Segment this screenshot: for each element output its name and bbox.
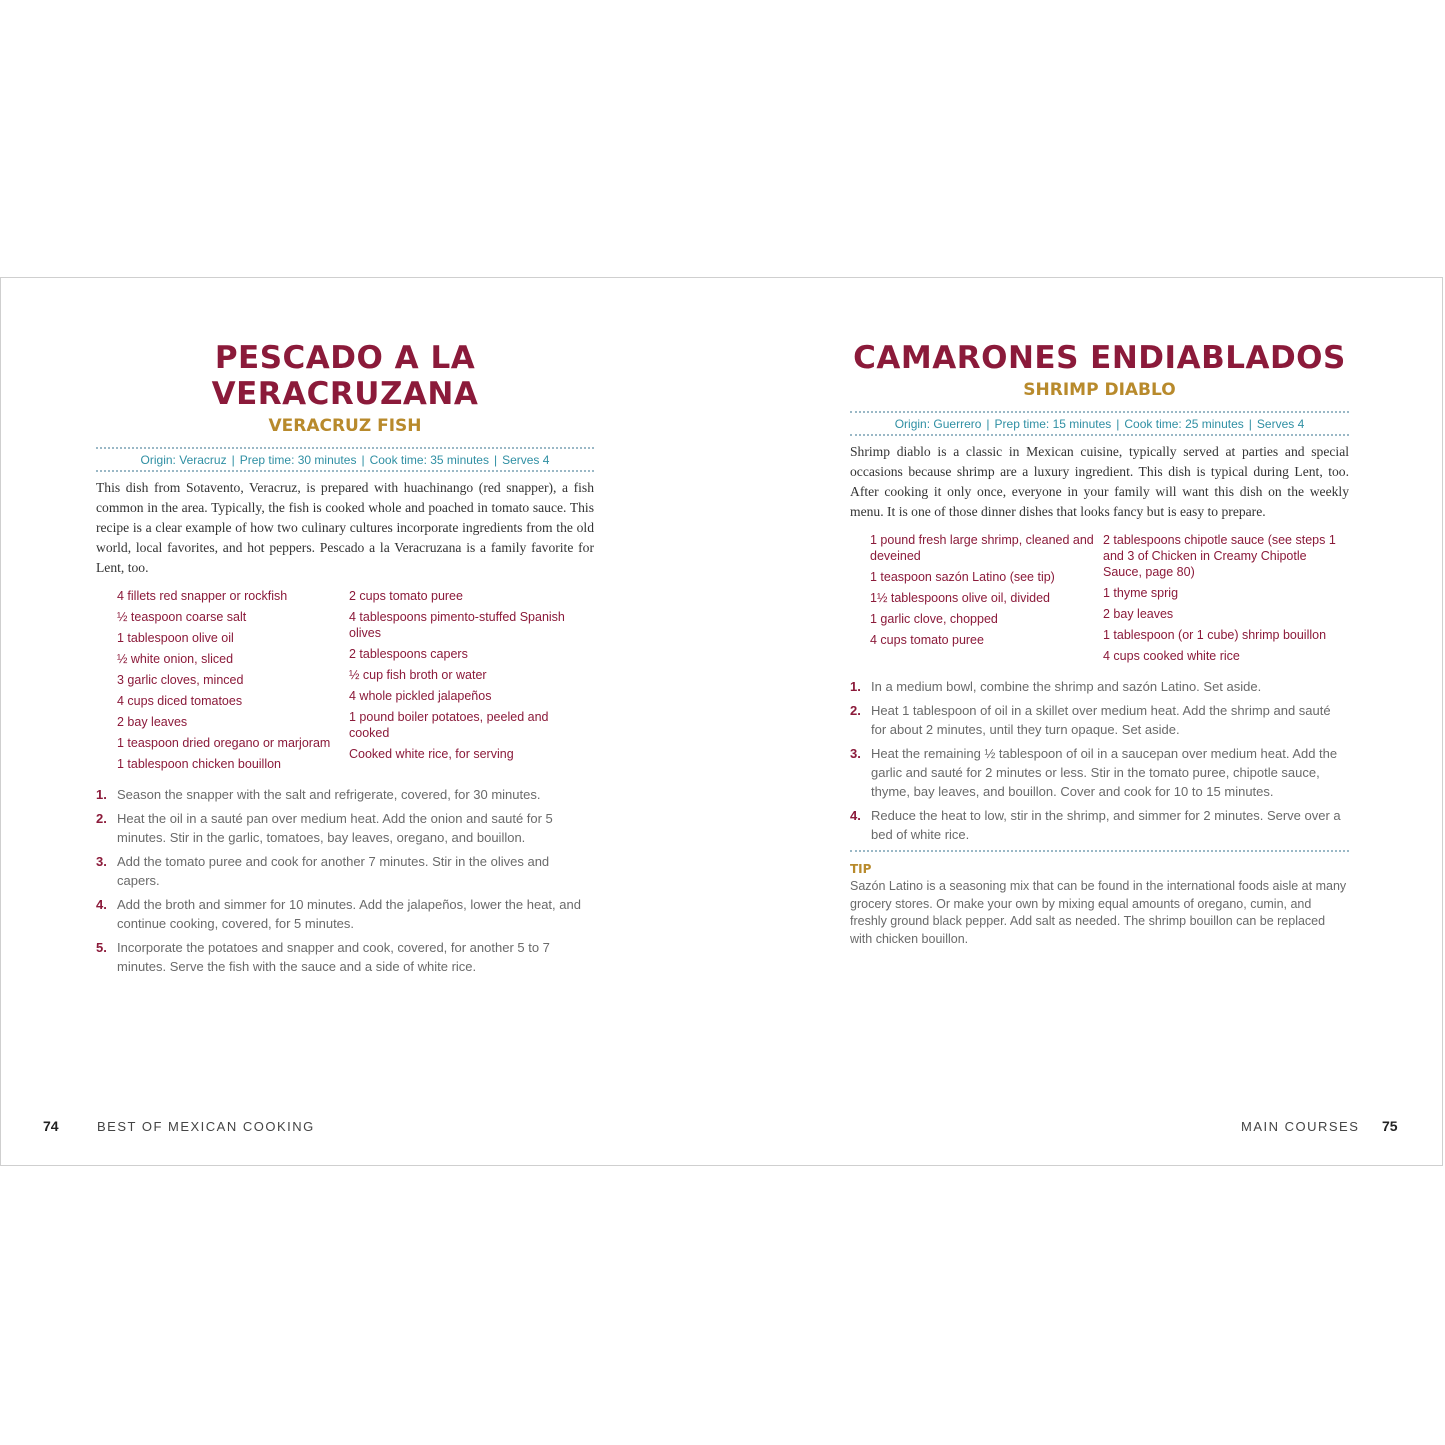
- ingredient-item: 2 bay leaves: [1103, 607, 1174, 621]
- step-number: 5.: [96, 940, 107, 955]
- meta-separator: |: [231, 453, 235, 467]
- ingredient-item: 4 whole pickled jalapeños: [349, 689, 492, 703]
- ingredient-item: 2 tablespoons capers: [349, 647, 468, 661]
- step-item: [96, 895, 594, 933]
- step-item: [96, 938, 594, 976]
- step-text: Incorporate the potatoes and snapper and cook, covered, for another 5 to 7 minutes. Serve the fish with the sauce and a side of white rice.: [117, 940, 550, 974]
- ingredients-column-2: [349, 588, 589, 777]
- recipe-title: CAMARONES ENDIABLADOS: [853, 340, 1346, 376]
- ingredient-item: 1 pound boiler potatoes, peeled and cooked: [349, 710, 549, 740]
- recipe-title-line1: PESCADO A LA: [214, 340, 476, 376]
- ingredient-item: 1 thyme sprig: [1103, 586, 1179, 600]
- ingredient-item: 1 tablespoon (or 1 cube) shrimp bouillon: [1103, 628, 1327, 642]
- meta-separator: |: [1248, 417, 1252, 431]
- recipe-camarones: [850, 340, 1349, 948]
- meta-separator: |: [1116, 417, 1120, 431]
- step-item: [96, 785, 594, 804]
- ingredient-item: 1 garlic clove, chopped: [870, 612, 998, 626]
- recipe-subtitle: VERACRUZ FISH: [268, 416, 422, 436]
- ingredient-item: ½ cup fish broth or water: [349, 668, 487, 682]
- recipe-intro: Shrimp diablo is a classic in Mexican cuisine, typically served at parties and special occasions because shrimp are a luxury ingredient. This dish is typical during Lent, too. After cooking it only once, everyone in your family will want this dish on the weekly menu. It is one of those dinner dishes that looks fancy but is easy to prepare.: [850, 444, 1349, 519]
- step-text: Reduce the heat to low, stir in the shrimp, and simmer for 2 minutes. Serve over a bed of white rice.: [871, 808, 1341, 842]
- tip-text: Sazón Latino is a seasoning mix that can be found in the international foods aisle at many grocery stores. Or make your own by mixing equal amounts of oregano, cumin, and freshly ground black pepper. Add salt as needed. The shrimp bouillon can be replaced with chicken bouillon.: [850, 879, 1347, 946]
- step-item: [850, 744, 1349, 801]
- page-number: 75: [1382, 1118, 1398, 1134]
- meta-cook: Cook time: 35 minutes: [369, 453, 489, 467]
- step-text: Heat the oil in a sauté pan over medium heat. Add the onion and sauté for 5 minutes. Stir in the garlic, tomatoes, bay leaves, oregano, and bouillon.: [117, 811, 553, 845]
- ingredient-item: 4 fillets red snapper or rockfish: [117, 589, 288, 603]
- ingredients-column-2: [1103, 532, 1343, 669]
- step-item: [850, 806, 1349, 844]
- meta-serves: Serves 4: [1256, 417, 1305, 431]
- recipe-intro: This dish from Sotavento, Veracruz, is prepared with huachinango (red snapper), a fish common in the area. Typically, the fish is cooked whole and poached in tomato sauce. This recipe is a clear example of how two culinary cultures incorporate ingredients from the old world, local favorites, and hot peppers. Pescado a la Veracruzana is a family favorite for Lent, too.: [96, 480, 594, 575]
- meta-separator: |: [986, 417, 990, 431]
- step-number: 4.: [96, 897, 107, 912]
- ingredient-item: 1 pound fresh large shrimp, cleaned and deveined: [870, 533, 1094, 563]
- meta-origin: Origin: Veracruz: [140, 453, 227, 467]
- page-number: 74: [43, 1118, 59, 1134]
- right-footer: [1382, 1118, 1398, 1136]
- ingredient-item: 1 tablespoon chicken bouillon: [117, 757, 282, 771]
- step-item: [850, 701, 1349, 739]
- step-text: Add the broth and simmer for 10 minutes. Add the jalapeños, lower the heat, and continue cooking, covered, for 5 minutes.: [117, 897, 581, 931]
- ingredient-item: 1 teaspoon dried oregano or marjoram: [117, 736, 331, 750]
- ingredients-column-1: [117, 588, 349, 777]
- step-number: 3.: [850, 746, 861, 761]
- recipe-title-line2: VERACRUZANA: [211, 376, 479, 412]
- ingredient-item: 2 tablespoons chipotle sauce (see steps 1 and 3 of Chicken in Creamy Chipotle Sauce, page 80): [1103, 533, 1336, 579]
- recipe-title: [96, 340, 594, 412]
- meta-prep: Prep time: 30 minutes: [239, 453, 357, 467]
- recipe-meta: [96, 447, 594, 472]
- ingredients-column-1: [870, 532, 1103, 669]
- step-text: Heat 1 tablespoon of oil in a skillet over medium heat. Add the shrimp and sauté for about 2 minutes, until they turn opaque. Set aside.: [871, 703, 1331, 737]
- meta-serves: Serves 4: [502, 453, 550, 467]
- step-number: 1.: [850, 679, 861, 694]
- recipe-subtitle: SHRIMP DIABLO: [1023, 380, 1176, 400]
- step-item: [96, 852, 594, 890]
- recipe-steps: [850, 677, 1349, 844]
- ingredient-item: 2 bay leaves: [117, 715, 188, 729]
- ingredient-item: 1 tablespoon olive oil: [117, 631, 234, 645]
- running-title: MAIN COURSES: [1241, 1119, 1360, 1134]
- ingredient-item: 3 garlic cloves, minced: [117, 673, 244, 687]
- ingredients-list: [96, 588, 594, 777]
- ingredients-list: [850, 532, 1349, 669]
- recipe-steps: [96, 785, 594, 976]
- step-number: 4.: [850, 808, 861, 823]
- ingredient-item: ½ white onion, sliced: [117, 652, 234, 666]
- tip-label: TIP: [850, 862, 872, 876]
- running-title: BEST OF MEXICAN COOKING: [97, 1119, 315, 1134]
- right-running-title: [1241, 1118, 1359, 1136]
- meta-origin: Origin: Guerrero: [894, 417, 982, 431]
- step-number: 2.: [850, 703, 861, 718]
- tip-divider: [850, 850, 1349, 852]
- ingredient-item: 4 cups cooked white rice: [1103, 649, 1240, 663]
- ingredient-item: ½ teaspoon coarse salt: [117, 610, 247, 624]
- step-text: In a medium bowl, combine the shrimp and sazón Latino. Set aside.: [871, 679, 1262, 694]
- step-item: [850, 677, 1349, 696]
- meta-separator: |: [493, 453, 498, 467]
- ingredient-item: 2 cups tomato puree: [349, 589, 463, 603]
- step-text: Heat the remaining ½ tablespoon of oil in a saucepan over medium heat. Add the garlic and sauté for 2 minutes or less. Stir in the tomato puree, chipotle sauce, thyme, bay leaves, and bouillon. Cover and cook for 10 to 15 minutes.: [871, 746, 1338, 799]
- recipe-meta: [850, 411, 1349, 436]
- ingredient-item: Cooked white rice, for serving: [349, 747, 514, 761]
- book-spread: [0, 277, 1443, 1166]
- meta-cook: Cook time: 25 minutes: [1124, 417, 1244, 431]
- step-text: Season the snapper with the salt and refrigerate, covered, for 30 minutes.: [117, 787, 541, 802]
- step-text: Add the tomato puree and cook for another 7 minutes. Stir in the olives and capers.: [117, 854, 550, 888]
- left-page: [1, 278, 723, 1165]
- ingredient-item: 4 cups tomato puree: [870, 633, 984, 647]
- ingredient-item: 4 cups diced tomatoes: [117, 694, 243, 708]
- step-number: 2.: [96, 811, 107, 826]
- left-footer: [43, 1118, 59, 1136]
- right-page: [723, 278, 1444, 1165]
- step-number: 3.: [96, 854, 107, 869]
- step-item: [96, 809, 594, 847]
- step-number: 1.: [96, 787, 107, 802]
- left-running-title: [97, 1118, 315, 1136]
- ingredient-item: 4 tablespoons pimento-stuffed Spanish olives: [349, 610, 565, 640]
- meta-prep: Prep time: 15 minutes: [994, 417, 1112, 431]
- ingredient-item: 1 teaspoon sazón Latino (see tip): [870, 570, 1055, 584]
- ingredient-item: 1½ tablespoons olive oil, divided: [870, 591, 1050, 605]
- recipe-pescado: [96, 340, 594, 981]
- meta-separator: |: [361, 453, 365, 467]
